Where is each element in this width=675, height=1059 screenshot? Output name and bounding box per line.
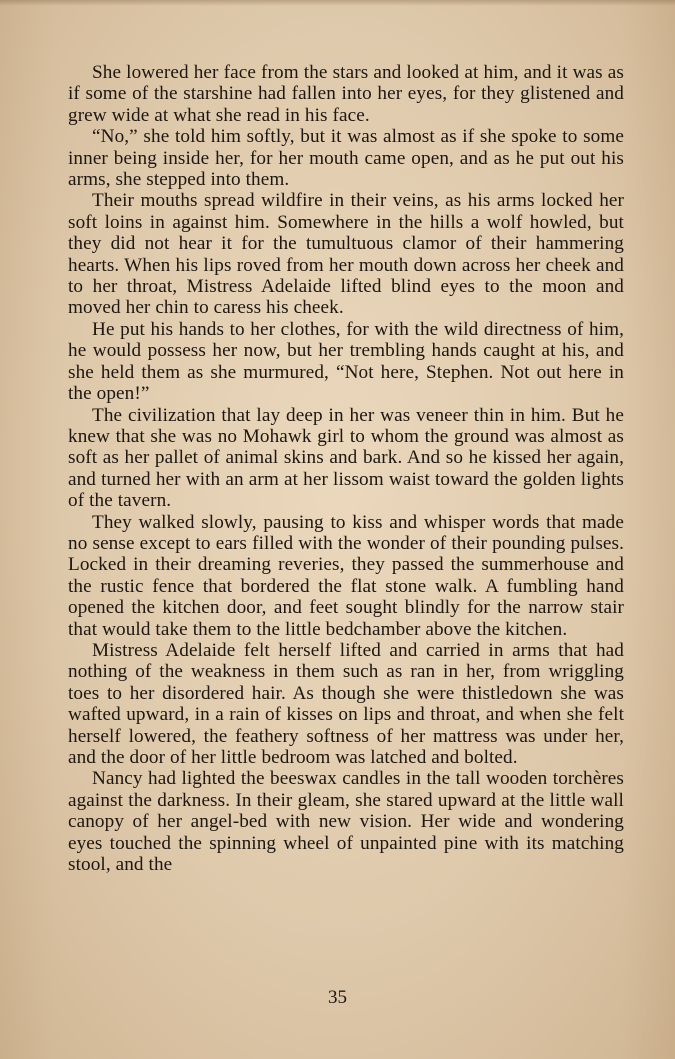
paragraph-7: Mistress Adelaide felt herself lifted and carried in arms that had nothing of the weakness in them such as ran in her, from wriggling toes to her disordered hair. As though she were thistledown she was wafted upward, in a rain of kisses on lips and throat, and when she felt herself lowered, the feathery softness of her mattress was under her, and the door of her little bedroom was latched and bolted. [68,639,624,768]
paragraph-3: Their mouths spread wildfire in their veins, as his arms locked her soft loins in against him. Somewhere in the hills a wolf howled, but they did not hear it for the tumultuous clamor of their hammering hearts. When his lips roved from her mouth down across her cheek and to her throat, Mistress Adelaide lifted blind eyes to the moon and moved her chin to caress his cheek. [68,190,624,319]
paragraph-5: The civilization that lay deep in her was veneer thin in him. But he knew that she was no Mohawk girl to whom the ground was almost as soft as her pallet of animal skins and bark. And so he kissed her again, and turned her with an arm at her lissom waist toward the golden lights of the tavern. [68,404,624,512]
paragraph-4: He put his hands to her clothes, for with the wild directness of him, he would possess her now, but her trembling hands caught at his, and she held them as she murmured, “Not here, Stephen. Not out here in the open!” [68,318,624,405]
paragraph-1: She lowered her face from the stars and looked at him, and it was as if some of the starshine had fallen into her eyes, for they glistened and grew wide at what she read in his face. [68,62,624,126]
page-top-edge [0,0,675,6]
paragraph-8: Nancy had lighted the beeswax candles in the tall wooden torchères against the darkness. In their gleam, she stared upward at the little wall canopy of her angel-bed with new vision. Her wide and wondering eyes touched the spinning wheel of unpainted pine with its matching stool, and the [68,768,624,876]
paragraph-2: “No,” she told him softly, but it was almost as if she spoke to some inner being inside her, for her mouth came open, and as he put out his arms, she stepped into them. [68,126,624,191]
paragraph-6: They walked slowly, pausing to kiss and whisper words that made no sense except to ears filled with the wonder of their pounding pulses. Locked in their dreaming reveries, they passed the summerhouse and the rustic fence that bordered the flat stone walk. A fumbling hand opened the kitchen door, and feet sought blindly for the narrow stair that would take them to the little bedchamber above the kitchen. [68,511,624,640]
page-number: 35 [328,987,347,1008]
page-body [68,62,624,875]
